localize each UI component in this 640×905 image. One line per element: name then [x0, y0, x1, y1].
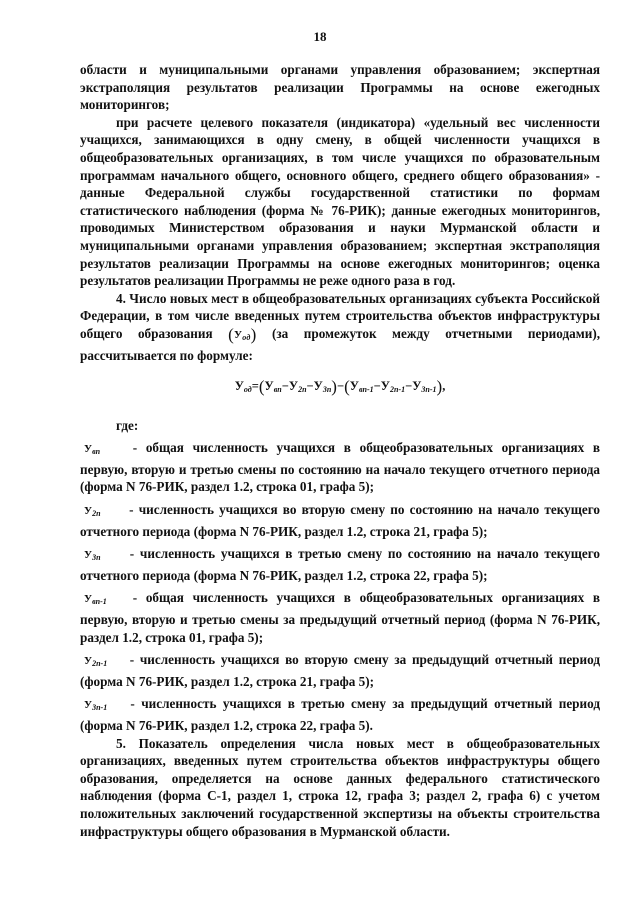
symbol-sub: 3п	[92, 553, 101, 563]
formula-y: У	[349, 379, 359, 394]
symbol-sub: 2п	[92, 509, 101, 519]
definition-item	[80, 589, 600, 646]
formula-y: У	[264, 379, 274, 394]
formula-sub: 3п	[322, 385, 332, 395]
definition-symbol	[80, 653, 124, 673]
formula-sub: вп-1	[358, 385, 374, 395]
formula-sub: вп	[273, 385, 282, 395]
symbol-letter: У	[84, 549, 93, 562]
page-number: 18	[313, 29, 327, 44]
paragraph-4-text-a: 4. Число новых мест в общеобразовательных организациях субъекта Российской Федерации, в том числе введенных путем строительства объектов инфраструктуры общего образования	[80, 290, 600, 341]
definition-text: - общая численность учащихся в общеобразовательных организациях в первую, вторую и третью смены по состоянию на начало текущего отчетного периода (форма N 76-РИК, раздел 1.2, строка 01, графа 5);	[80, 440, 600, 495]
formula-y: У	[380, 379, 390, 394]
symbol-letter: У	[84, 655, 93, 668]
paragraph-4-text-b: (за промежуток между отчетными периодами), рассчитывается по формуле:	[80, 325, 601, 363]
definition-symbol	[80, 441, 124, 461]
symbol-letter: У	[84, 593, 93, 606]
formula-sub: 2п	[298, 385, 307, 395]
definition-item	[80, 439, 600, 496]
formula-paren: (	[258, 377, 265, 397]
formula-minus: −	[405, 379, 413, 394]
formula-sub: 2п-1	[389, 385, 406, 395]
definition-text: - численность учащихся во вторую смену по состоянию на начало текущего отчетного периода (форма N 76-РИК, раздел 1.2, строка 21, графа 5);	[80, 502, 600, 539]
symbol-letter: У	[84, 443, 93, 456]
symbol-sub: 2п-1	[92, 659, 108, 669]
definitions-list	[80, 439, 600, 734]
formula-sub: од	[243, 385, 252, 395]
formula-comma: ,	[442, 379, 446, 394]
formula-y: У	[288, 379, 299, 394]
paragraph-5: 5. Показатель определения числа новых мест в общеобразовательных организациях, введенных путем строительства объектов инфраструктуры общего образования, определяется на основе данных федерального статистического наблюдения (форма С-1, раздел 1, строка 12, графа 3; раздел 2, графа 6) с учетом положительных заключений государственной экспертизы на объекты строительства инфраструктуры общего образования в Мурманской области.	[80, 735, 600, 839]
definition-symbol	[80, 547, 124, 567]
formula-paren: (	[344, 377, 350, 397]
symbol-sub: од	[242, 332, 251, 342]
paragraph-intro: области и муниципальными органами управления образованием; экспертная экстраполяция результатов реализации Программы на основе ежегодных мониторингов;	[80, 62, 600, 113]
definition-symbol	[80, 591, 124, 611]
formula	[80, 378, 600, 399]
formula-eq: =	[251, 379, 259, 394]
definition-item	[80, 501, 600, 540]
definition-item	[80, 545, 600, 584]
paragraph-indicator: при расчете целевого показателя (индикатора) «удельный вес численности учащихся, занимающихся в одну смену, в общей численности учащихся в общеобразовательных организациях, в том числе учащихся по образовательным программам начального общего, основного общего, среднего общего образования» - данные Федеральной службы государственной статистики по формам статистического наблюдения (форма № 76-РИК); данные ежегодных мониторингов, проводимых Министерством образования и науки Мурманской области и муниципальными органами управления образованием; экспертная экстраполяция результатов реализации Программы на основе ежегодных мониторингов; оценка результатов реализации Программы не реже одного раза в год.	[80, 114, 600, 289]
symbol-letter: У	[84, 505, 93, 518]
formula-minus: −	[373, 379, 381, 394]
definition-text: - численность учащихся в третью смену по состоянию на начало текущего отчетного периода (форма N 76-РИК, раздел 1.2, строка 22, графа 5);	[80, 546, 600, 583]
definition-text: - численность учащихся в третью смену за предыдущий отчетный период (форма N 76-РИК, раздел 1.2, строка 22, графа 5).	[80, 696, 601, 733]
symbol-sub: вп	[92, 447, 101, 457]
formula-minus: −	[306, 379, 314, 394]
formula-y: У	[234, 379, 244, 394]
formula-minus: −	[281, 379, 289, 394]
symbol-letter: У	[84, 699, 93, 712]
definition-symbol	[80, 503, 124, 523]
definition-symbol	[80, 697, 124, 717]
definition-text: - общая численность учащихся в общеобразовательных организациях в первую, вторую и третью смены за предыдущий отчетный период (форма N 76-РИК, раздел 1.2, строка 01, графа 5);	[80, 590, 600, 645]
definition-item	[80, 651, 600, 690]
paragraph-4	[80, 290, 600, 364]
symbol-sub: вп-1	[92, 597, 107, 607]
where-label: где:	[116, 417, 139, 433]
formula-y: У	[412, 379, 422, 394]
formula-sub: 3п-1	[421, 385, 437, 395]
definition-item	[80, 695, 600, 734]
definition-text: - численность учащихся во вторую смену за предыдущий отчетный период (форма N 76-РИК, раздел 1.2, строка 21, графа 5);	[80, 652, 600, 689]
formula-minus: −	[336, 379, 345, 394]
symbol-y-od: $(У_{од})$	[228, 324, 257, 344]
symbol-letter: У	[234, 328, 243, 341]
formula-paren: )	[436, 377, 443, 397]
document-body	[80, 61, 600, 840]
formula-y: У	[313, 379, 323, 394]
symbol-sub: 3п-1	[92, 703, 108, 713]
formula-paren: )	[331, 377, 337, 397]
